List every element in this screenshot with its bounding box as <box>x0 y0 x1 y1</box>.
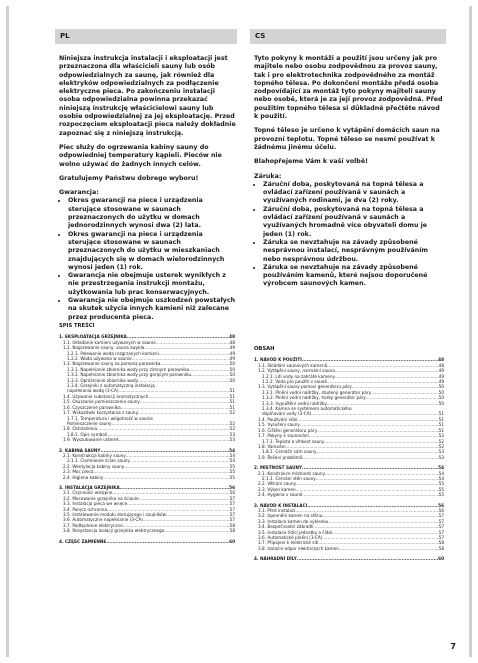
toc-entry-title: 1.2. Nagrzewanie sauny, sauna zwykła <box>63 345 145 351</box>
toc-entry <box>59 437 235 442</box>
toc-entry-title: 1.3.3. Vypuštění vodní nádržky <box>262 400 327 406</box>
toc-entry-title: 3. INSTALACJA GRZEJNIKA <box>59 484 120 490</box>
toc-entry-page: 55 <box>229 469 235 475</box>
toc-entry-title: 1.3.4. Kamna se systémem automatického <box>262 406 352 412</box>
toc-entry-page: 53 <box>438 454 444 460</box>
toc-entry-title: 2.4. Higiena kabiny <box>63 474 104 480</box>
toc-entry-title: doplňování vody (3-CA) <box>262 411 312 417</box>
toc-entry-title: 2.2. Větrání sauny <box>258 481 297 487</box>
toc-entry-title: 1.7.1. Teplota a vlhkost sauny <box>262 438 325 444</box>
toc-entry-title: 3.5. Instalace řídicí jednotky a čidel <box>258 529 333 535</box>
toc-entry-title: 3.2. Mocowanie grzejnika na ścianie <box>63 495 139 501</box>
toc-entry-page: 51 <box>438 411 444 417</box>
toc-entry-page: 58 <box>438 540 444 546</box>
toc-entry-title: 3.5. Instalowanie modułu sterującego i czujników <box>63 512 166 517</box>
pl-warranty-title: Gwarancja: <box>59 189 99 197</box>
toc-entry-page: 52 <box>229 410 235 416</box>
toc-entry-title: 1.3.2. Napełnianie zbiornika wody przy gorącym parowniku <box>67 372 191 378</box>
toc-entry-page: 58 <box>438 545 444 551</box>
toc-entry-title: 1.3. Vytápění sauny pomocí generátoru páry <box>258 384 352 390</box>
toc-entry-title: 1.3.1. Plnění vodní nádržky, studený generátor páry <box>262 389 372 395</box>
toc-entry-page: 57 <box>438 529 444 535</box>
toc-entry-page: 57 <box>229 517 235 523</box>
toc-entry-title: 1.4. Používání vůní <box>258 416 298 422</box>
toc-entry-title: 1.3.2. Plnění vodní nádržky, horký generátor páry <box>262 395 366 401</box>
cs-warranty-item: • Záruční doba, poskytovaná na topná tělesa a ovládací zařízení používaná v saunách a využívaných rodinami, je dva (2) roky. <box>263 181 446 206</box>
toc-entry-page: 50 <box>438 384 444 390</box>
toc-entry-page: 50 <box>229 372 235 378</box>
toc-entry-title: 1.9. Wyszukiwanie usterek <box>63 437 119 443</box>
pl-toc-list <box>59 334 235 544</box>
toc-entry-page: 57 <box>229 501 235 507</box>
toc-entry-title: 1.3. Nagrzewanie sauny za pomocą parownika <box>63 361 161 367</box>
toc-entry-title: 2.1.1. Ciemnienie ścian sauny <box>67 458 130 464</box>
toc-entry-page: 51 <box>229 404 235 410</box>
toc-entry-page: 57 <box>438 513 444 519</box>
pl-warranty-item: • Okres gwarancji na piece i urządzenia sterujące stosowane w saunach przeznaczonych do użytku w mieszkaniach znajdujących się w domach wielorodzinnych wynosi jeden (1) rok. <box>68 231 237 272</box>
toc-leader-dots <box>103 475 229 480</box>
cs-warranty-title: Záruka: <box>254 172 282 180</box>
toc-entry-page: 49 <box>438 368 444 374</box>
toc-entry-title: 2.1. Konstrukce místnosti sauny <box>258 470 326 476</box>
toc-entry-page: 58 <box>229 528 235 534</box>
toc-entry <box>254 492 444 497</box>
toc-entry-title: 3.3. Instalacja pieca we wnęce <box>63 501 128 507</box>
cs-column <box>254 55 446 293</box>
pl-purpose: Piec służy do ogrzewania kabiny sauny do odpowiedniej temperatury kąpieli. Pieców nie wolno używać do żadnych innych celów. <box>59 143 222 168</box>
toc-entry-title: 3.1. Před instalací <box>258 507 296 513</box>
toc-entry-title: 1.2.2. Voda pro použití v sauně <box>262 379 327 385</box>
toc-leader-dots <box>297 556 438 561</box>
toc-entry-page: 54 <box>438 475 444 481</box>
pl-warranty-item: • Okres gwarancji na piece i urządzenia sterujące stosowane w saunach przeznaczonych do użytku w domach jednorodzinnych wynosi dwa (2) lata. <box>68 197 237 230</box>
pl-warranty-list <box>59 197 237 321</box>
toc-entry-page: 55 <box>229 474 235 480</box>
toc-entry-page: 56 <box>438 507 444 513</box>
toc-entry-title: 1.8.1. Cemáčn sám sauny <box>262 449 317 455</box>
toc-entry-page: 48 <box>229 334 235 340</box>
toc-entry-title: 2.1. Konstrukcja kabiny sauny <box>63 452 126 458</box>
toc-entry-page: 51 <box>438 427 444 433</box>
toc-leader-dots <box>106 539 229 544</box>
toc-entry-title: 1.6. Czyszczenie parownika <box>63 404 121 410</box>
toc-entry-page: 52 <box>438 443 444 449</box>
toc-entry-title: 1.1. Układanie kamieni używanych w saunie <box>63 339 156 345</box>
toc-entry-page: 57 <box>438 535 444 540</box>
toc-entry-page: 57 <box>229 495 235 501</box>
toc-entry-page: 49 <box>229 345 235 351</box>
toc-entry-title: 4. CZĘŚĆ ZAMIENNE <box>59 538 107 544</box>
cs-toc-list <box>254 357 444 561</box>
toc-entry-title: 3.3. Instalace kamen do výklenku <box>258 518 329 524</box>
toc-entry-title: 1.5. Vysušení sauny <box>258 422 300 428</box>
cs-table-of-contents <box>254 347 444 562</box>
cs-congrats: Blahopřejeme Vám k vaší volbě! <box>254 158 368 166</box>
toc-entry-page: 57 <box>229 506 235 512</box>
toc-entry-title: 1.8. Varování <box>258 443 286 449</box>
toc-leader-dots <box>302 492 438 497</box>
toc-entry-title: 3.2. Upevnění kamen na stěnu <box>258 513 323 519</box>
toc-entry-title: 3.8. Izolační odpor elektrických kamen <box>258 545 339 551</box>
toc-entry <box>254 546 444 551</box>
toc-entry-title: 1.8.1. Opis symboli <box>67 431 108 437</box>
toc-entry-page: 54 <box>229 452 235 458</box>
toc-entry-page: 54 <box>438 465 444 471</box>
pl-congrats: Gratulujemy Państwu dobrego wyboru! <box>59 174 199 182</box>
toc-entry-page: 50 <box>229 377 235 383</box>
toc-entry-page: 50 <box>229 366 235 372</box>
toc-entry-page: 55 <box>229 463 235 469</box>
toc-entry-page: 51 <box>229 388 235 394</box>
toc-entry-page: 60 <box>438 556 444 562</box>
toc-entry-title: 1.2.2. Woda używana w saunie <box>67 356 132 362</box>
toc-entry-title: 1. EKSPLOATACJA GRZEJNIKA <box>59 334 127 340</box>
toc-entry-page: 51 <box>438 422 444 428</box>
toc-entry-title: 1.4. Używanie substancji aromatycznych <box>63 393 149 399</box>
toc-entry-title: 3.8. Rezystancja izolacji grzejnika elektrycznego <box>63 528 165 534</box>
cs-warranty-item: • Záruka se nevztahuje na závady způsobené nesprávnou instalací, nesprávným používáním nebo nesprávnou údržbou. <box>263 239 446 264</box>
pl-column <box>59 55 237 326</box>
toc-entry-page: 54 <box>229 458 235 464</box>
toc-entry-page: 51 <box>438 416 444 422</box>
toc-entry-title: 3.4. Poręcz ochronna <box>63 506 107 512</box>
toc-entry-title: 2.3. Výkon kamen <box>258 486 296 492</box>
toc-leader-dots <box>339 546 439 551</box>
toc-entry-title: 1.7. Wskazówki korzystania z sauny <box>63 410 139 416</box>
toc-entry-page: 56 <box>229 490 235 496</box>
toc-leader-dots <box>119 437 230 442</box>
toc-entry-page: 52 <box>229 420 235 426</box>
toc-entry-page: 48 <box>438 362 444 368</box>
toc-entry-title: 1.5. Osuszanie pomieszczenia sauny <box>63 399 140 405</box>
toc-entry-title: 1.1. Skládání saunových kamenů <box>258 362 328 368</box>
toc-entry-title: 3.1. Czynności wstępne <box>63 490 113 496</box>
toc-entry-title: 3.7. Připojení k elektrické síti <box>258 540 319 546</box>
toc-entry-title: 3.6. Automatické plnění (3-CA) <box>258 535 323 540</box>
toc-entry-page: 50 <box>438 395 444 401</box>
cs-toc-title: OBSAH <box>254 346 275 352</box>
toc-entry-page: 55 <box>438 481 444 487</box>
toc-entry-title: napełniania wodą (3-CA) <box>67 388 119 394</box>
toc-entry-title: 2.1.1. Černání stěn sauny <box>262 475 316 481</box>
toc-entry-page: 50 <box>229 361 235 367</box>
language-tab-cs: CS <box>250 29 446 44</box>
pl-intro: Niniejsza instrukcja instalacji i eksploatacji jest przeznaczona dla właścicieli sauny lub osób odpowiedzialnych za saunę, jak również dla elektryków odpowiedzialnych za podłączenie elektryczne pieca. Po zakończeniu instalacji osoba odpowiedzialna powinna przekazać niniejszą instrukcję właścicielowi sauny lub osobie odpowiedzialnej za jej eksploatację. Przed rozpoczęciem eksploatacji pieca należy dokładnie zapoznać się z niniejszą instrukcją. <box>59 55 236 137</box>
toc-entry-page: 49 <box>229 350 235 356</box>
toc-entry-page: 60 <box>229 538 235 544</box>
toc-entry-title: 3. NÁVOD K INSTALACI <box>254 502 308 508</box>
pl-warranty-item: • Gwarancja nie obejmuje usterek wynikłych z nie przestrzegania instrukcji montażu, użytkowania lub prac konserwacyjnych. <box>68 272 237 297</box>
toc-entry <box>254 455 444 460</box>
toc-entry-page: 54 <box>229 447 235 453</box>
toc-entry-title: 1.8. Ostrzeżenia <box>63 426 98 432</box>
toc-entry-title: 1.2.1. Lití vody na zahřáté kameny <box>262 373 335 379</box>
toc-entry-title: 3.6. Automatyczne napełnianie (3-CA) <box>63 517 143 523</box>
cs-purpose: Topné těleso je určeno k vytápění domácích saun na provozní teplotu. Topné těleso se nesmí používat k žádnému jinému účelu. <box>254 127 440 151</box>
pl-table-of-contents <box>59 324 235 544</box>
toc-entry-page: 49 <box>438 379 444 385</box>
cs-intro: Tyto pokyny k montáži a použití jsou určeny jak pro majitele nebo osobu zodpovědnou za provoz sauny, tak i pro elektrotechnika zodpovědného za montáž topného tělesa. Po dokončení montáže předá osoba zodpovídající za montáž tyto pokyny majiteli sauny nebo osobě, která je za její provoz zodpovědná. Před použitím topného tělesa si důkladně přečtěte návod k použití. <box>254 55 443 121</box>
toc-entry-title: 1.6. Čištění generátoru páry <box>258 427 318 433</box>
toc-entry-title: 1.9. Řešení problémů <box>258 454 303 460</box>
toc-entry-page: 55 <box>438 492 444 498</box>
right-margin-rail <box>469 6 472 657</box>
toc-entry-title: 1.3.3. Opróżnianie zbiornika wody <box>67 377 139 383</box>
toc-entry-title: 1. NÁVOD K POUŽITÍ <box>254 357 302 363</box>
toc-entry-page: 52 <box>438 438 444 444</box>
toc-entry-page: 57 <box>438 524 444 530</box>
toc-entry-page: 56 <box>438 502 444 508</box>
toc-entry-page: 51 <box>229 399 235 405</box>
toc-entry-page: 54 <box>438 470 444 476</box>
toc-entry-title: 1.7.1. Temperatura i wilgotność w saunie <box>67 415 153 421</box>
cs-warranty-list <box>254 181 446 289</box>
page-number: 7 <box>450 642 456 651</box>
toc-entry <box>59 475 235 480</box>
left-margin-rail <box>6 6 9 657</box>
toc-entry-title: 3.7. Podłączenie elektryczne <box>63 522 123 528</box>
toc-entry-title: 2. MÍSTNOST SAUNY <box>254 465 303 471</box>
toc-entry <box>254 556 444 561</box>
toc-entry-page: 53 <box>229 437 235 443</box>
toc-entry-page: 52 <box>438 433 444 439</box>
toc-entry-title: 2.4. Hygiena v sauně <box>258 492 303 498</box>
toc-entry-title: 1.2.1. Polewanie woda rozgrzanych kamieni <box>67 350 159 356</box>
toc-entry-title: 1.3.1. Napełnianie zbiornika wody przy zimnym parowniku <box>67 366 190 372</box>
toc-entry-page: 48 <box>229 339 235 345</box>
toc-leader-dots <box>164 528 229 533</box>
toc-entry-page: 49 <box>438 373 444 379</box>
toc-entry <box>59 539 235 544</box>
toc-entry-page: 53 <box>229 431 235 437</box>
toc-leader-dots <box>303 455 439 460</box>
toc-entry-title: 3.4. Bezpečnostní zábradlí <box>258 524 314 530</box>
toc-entry-title: 1.3.4. Grzejniki z automatyczną instalacją <box>67 383 155 389</box>
toc-entry-page: 52 <box>229 426 235 432</box>
toc-entry-page: 57 <box>438 518 444 524</box>
pl-toc-title: SPIS TREŚCI <box>59 323 95 329</box>
toc-entry-page: 49 <box>229 356 235 362</box>
toc-entry-page: 57 <box>229 512 235 517</box>
toc-entry-title: 2.2. Wentylacja kabiny sauny <box>63 463 125 469</box>
toc-entry-page: 50 <box>438 400 444 406</box>
language-tab-pl: PL <box>55 29 237 44</box>
toc-entry-title: Pomieszczenie sauny <box>67 420 112 426</box>
cs-warranty-item: • Záruční doba, poskytovaná na topná tělesa a ovládací zařízení používaná v saunách a využívaných hromadně více obyvateli domu je jeden (1) rok. <box>263 206 446 239</box>
toc-entry-page: 48 <box>438 357 444 363</box>
pl-warranty-item: • Gwarancja nie obejmuje uszkodzeń powstałych na skutek użycia innych kamieni niż zalecane przez producenta pieca. <box>68 297 237 322</box>
toc-entry-title: 2. KABINA SAUNY <box>59 447 101 453</box>
toc-entry-title: 4. NÁHRADNÍ DÍLY <box>254 556 297 562</box>
toc-entry-page: 56 <box>229 484 235 490</box>
toc-entry <box>59 528 235 533</box>
toc-entry-title: 1.2. Vytápění sauny, normální sauna <box>258 368 335 374</box>
toc-entry-title: 2.3. Moc pieca <box>63 469 94 475</box>
toc-entry-page: 55 <box>438 486 444 492</box>
toc-entry-page: 51 <box>229 393 235 399</box>
toc-entry-page: 50 <box>438 389 444 395</box>
toc-entry-page: 53 <box>438 449 444 455</box>
cs-warranty-item: • Záruka se nevztahuje na závady způsobené používáním kamenů, které nejsou doporučené výrobcem saunových kamen. <box>263 264 446 289</box>
toc-entry-page: 58 <box>229 522 235 528</box>
toc-entry-title: 1.7. Pokyny k saunování <box>258 433 309 439</box>
